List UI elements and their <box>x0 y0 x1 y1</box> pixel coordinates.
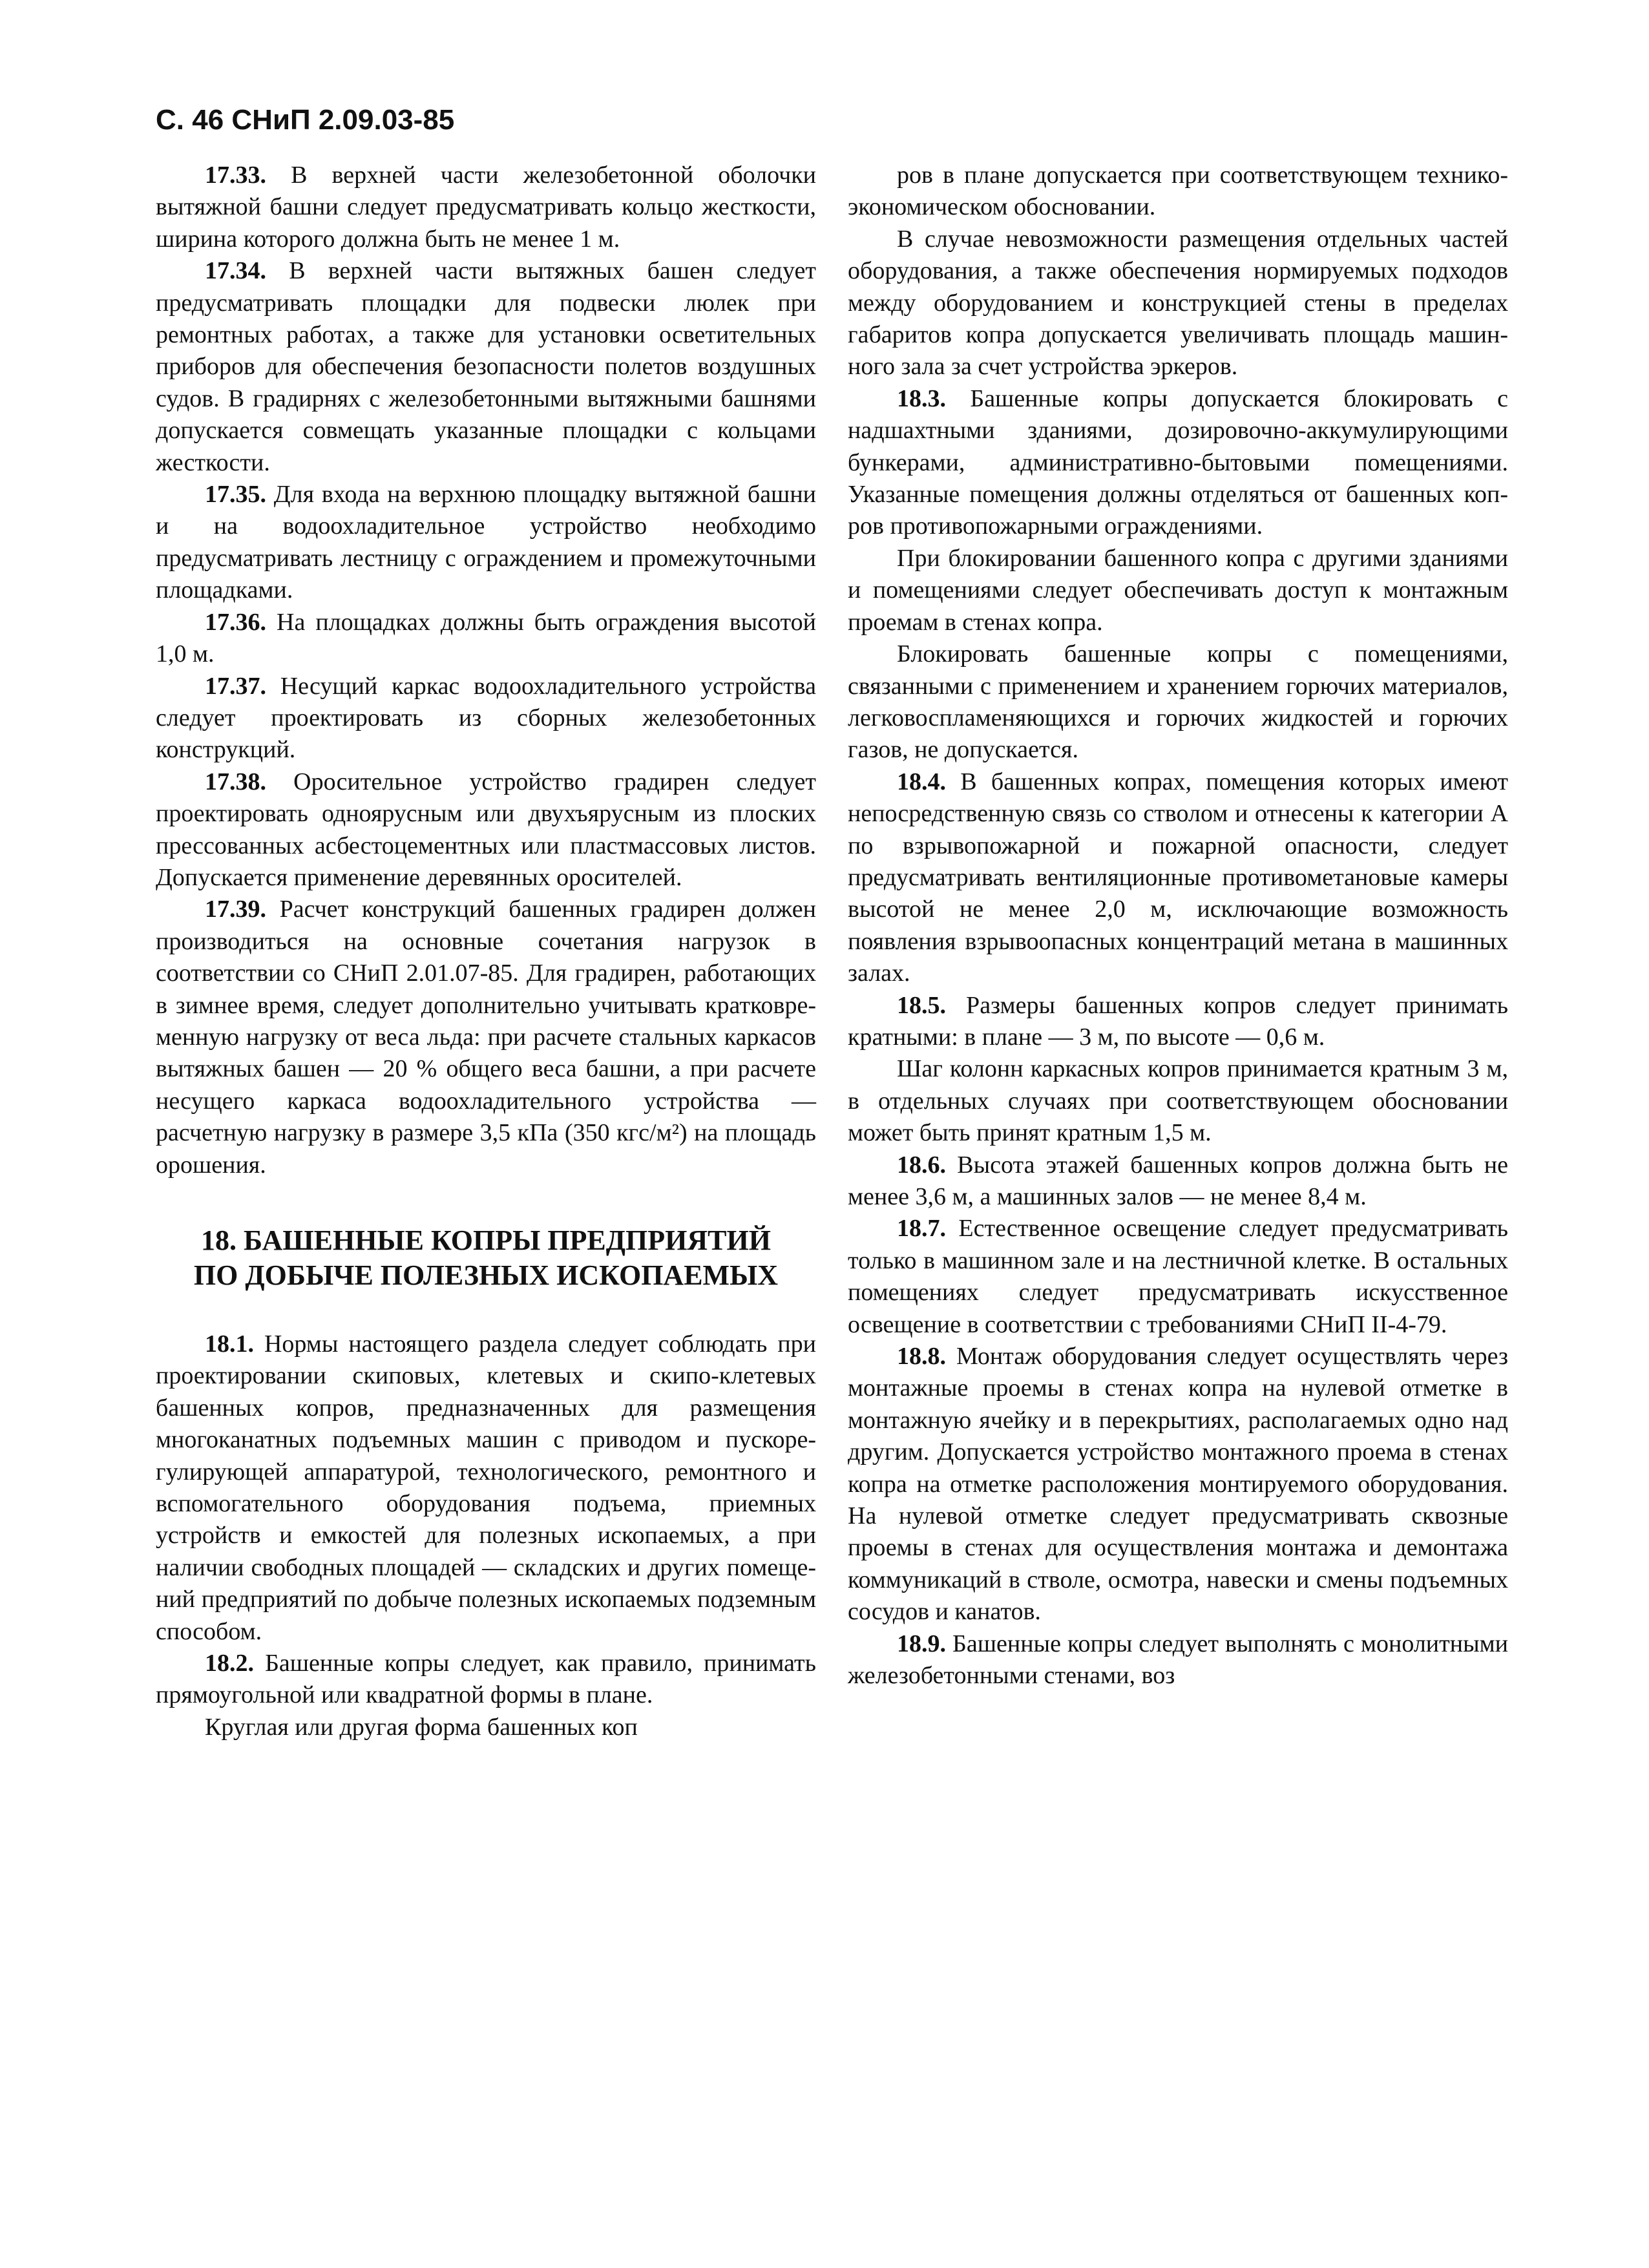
paragraph-text: Нормы настоящего раздела следует соблюдать при проектировании скиповых, клетевых и скипо-клетевых башенных копров, предназначенных для размещения многоканатных подъемных машин с приводом и пускорегулирующей аппаратурой, технологического, ремонтного и вспомогательного оборудования подъема, приемных устройств и емкостей для полезных ископаемых, а при наличии свободных площадей — складских и других помещений предприятий по добыче полезных ископаемых подземным способом. <box>156 1330 816 1645</box>
paragraph <box>156 766 816 894</box>
paragraph-text: Размеры башенных копров следует принимать кратными: в плане — 3 м, по высоте — 0,6 м. <box>848 991 1508 1051</box>
paragraph-text: Несущий каркас водоохладительного устройства следует проектировать из сборных железобетонных конструкций. <box>156 672 816 764</box>
paragraph <box>848 1053 1508 1149</box>
paragraph <box>156 671 816 766</box>
clause-number: 17.33. <box>205 162 266 189</box>
left-column-paragraphs-continued <box>156 1328 816 1743</box>
paragraph <box>156 607 816 671</box>
right-column-paragraphs <box>848 160 1508 1692</box>
clause-number: 17.39. <box>205 896 266 923</box>
paragraph <box>848 1341 1508 1628</box>
section-heading-line-2: ПО ДОБЫЧЕ ПОЛЕЗНЫХ ИСКОПАЕМЫХ <box>193 1259 779 1291</box>
section-heading-line-1: 18. БАШЕННЫЕ КОПРЫ ПРЕДПРИЯТИЙ <box>201 1224 771 1256</box>
paragraph <box>156 255 816 479</box>
paragraph-text: При блокировании башенного копра с другими зданиями и помещениями следует обеспечивать доступ к монтажным проемам в стенах копра. <box>848 544 1508 636</box>
right-column <box>848 160 1508 1692</box>
paragraph-text: Высота этажей башенных копров должна быть не менее 3,6 м, а машинных залов — не менее 8,4 м. <box>848 1151 1508 1210</box>
clause-number: 18.8. <box>897 1343 946 1370</box>
clause-number: 18.1. <box>205 1330 254 1358</box>
paragraph <box>848 543 1508 638</box>
clause-number: 18.2. <box>205 1650 254 1677</box>
clause-number: 18.4. <box>897 768 946 795</box>
section-heading <box>156 1223 816 1293</box>
paragraph-text: Башенные копры допускается блокировать с надшахтными зданиями, дозировочно-аккумулирующими бункерами, административно-бытовыми помещениями. Указанные помещения должны отделяться от башенных копров противопожарными ограждениями. <box>848 384 1508 540</box>
paragraph-text: Монтаж оборудования следует осуществлять через монтажные проемы в стенах копра на нулевой отметке в монтажную ячейку и в перекрытиях, располагаемых одно над другим. Допускается устройство монтажного проема в стенах копра на отметке расположения монтируемого оборудования. На нулевой отметке следует предусматривать сквозные проемы в стенах для осуществления монтажа и демонтажа коммуникаций в стволе, осмотра, навески и смены подъемных сосудов и канатов. <box>848 1343 1508 1626</box>
paragraph <box>156 1328 816 1648</box>
paragraph <box>848 766 1508 990</box>
paragraph-text: В верхней части железобетонной оболочки вытяжной башни следует предусматривать кольцо жесткости, ширина которого должна быть не менее 1 м. <box>156 162 816 253</box>
paragraph-text: Башенные копры следует, как правило, принимать прямоугольной или квадратной формы в плане. <box>156 1650 816 1709</box>
paragraph-text: Башенные копры следует выполнять с монолитными железобетонными стенами, воз <box>848 1630 1508 1690</box>
paragraph <box>848 1213 1508 1341</box>
paragraph <box>156 894 816 1181</box>
paragraph-text: В случае невозможности размещения отдельных частей оборудования, а также обеспечения нормируемых подходов между оборудованием и конструкцией стены в пределах габаритов копра допускается увеличивать площадь машинного зала за счет устройства эркеров. <box>848 225 1508 381</box>
paragraph <box>848 160 1508 224</box>
paragraph <box>848 638 1508 766</box>
paragraph-text: Круглая или другая форма башенных коп <box>205 1713 638 1741</box>
paragraph-text: Шаг колонн каркасных копров принимается кратным 3 м, в отдельных случаях при соответствующем обосновании может быть принят кратным 1,5 м. <box>848 1055 1508 1147</box>
paragraph-text: Естественное освещение следует предусматривать только в машинном зале и на лестничной клетке. В остальных помещениях следует предусматривать искусственное освещение в соответствии с требованиями СНиП II-4-79. <box>848 1215 1508 1338</box>
paragraph-text: ров в плане допускается при соответствующем технико-экономическом обосновании. <box>848 162 1508 221</box>
paragraph-text: Расчет конструкций башенных градирен должен производиться на основные сочетания нагрузок в соответствии со СНиП 2.01.07-85. Для градирен, работающих в зимнее время, следует дополнительно учитывать кратковременную нагрузку от веса льда: при расчете стальных каркасов вытяжных башен — 20 % общего веса башни, а при расчете несущего каркаса водоохладительного устройства — расчетную нагрузку в размере 3,5 кПа (350 кгс/м²) на площадь орошения. <box>156 896 816 1179</box>
paragraph-text: Оросительное устройство градирен следует проектировать одноярусным или двухъярусным из плоских прессованных асбестоцементных или пластмассовых листов. Допускается применение деревянных оросителей. <box>156 768 816 891</box>
left-column <box>156 160 816 1743</box>
paragraph-text: В верхней части вытяжных башен следует предусматривать площадки для подвески люлек при ремонтных работах, а также для установки осветительных приборов для обеспечения безопасности полетов воздушных судов. В градирнях с железобетонными вытяжными башнями допускается совмещать указанные площадки с кольцами жесткости. <box>156 257 816 476</box>
paragraph-text: Для входа на верхнюю площадку вытяжной башни и на водоохладительное устройство необходимо предусматривать лестницу с ограждением и промежуточными площадками. <box>156 481 816 604</box>
paragraph <box>848 1628 1508 1692</box>
paragraph-text: На площадках должны быть ограждения высотой 1,0 м. <box>156 608 816 668</box>
clause-number: 17.37. <box>205 672 266 700</box>
paragraph <box>848 224 1508 383</box>
left-column-paragraphs <box>156 160 816 1181</box>
paragraph <box>156 1648 816 1712</box>
paragraph <box>156 479 816 607</box>
clause-number: 18.6. <box>897 1151 946 1179</box>
clause-number: 18.7. <box>897 1215 946 1243</box>
paragraph <box>848 383 1508 543</box>
paragraph <box>156 160 816 255</box>
clause-number: 17.34. <box>205 257 266 285</box>
paragraph-text: В башенных копрах, помещения которых имеют непосредственную связь со стволом и отнесены к категории А по взрывопожарной и пожарной опасности, следует предусматривать вентиляционные противометановые камеры высотой не менее 2,0 м, исключающие возможность появления взрывоопасных концентраций метана в машинных залах. <box>848 768 1508 987</box>
paragraph <box>848 990 1508 1054</box>
clause-number: 17.35. <box>205 481 266 509</box>
clause-number: 18.9. <box>897 1630 946 1657</box>
clause-number: 18.3. <box>897 384 946 412</box>
paragraph <box>156 1712 816 1743</box>
running-head: С. 46 СНиП 2.09.03-85 <box>156 104 455 136</box>
clause-number: 17.36. <box>205 608 266 636</box>
clause-number: 17.38. <box>205 768 266 795</box>
paragraph <box>848 1150 1508 1213</box>
clause-number: 18.5. <box>897 991 946 1019</box>
paragraph-text: Блокировать башенные копры с помещениями, связанными с применением и хранением горючих материалов, легковоспламеняющихся и горючих жидкостей и горючих газов, не допускается. <box>848 640 1508 764</box>
